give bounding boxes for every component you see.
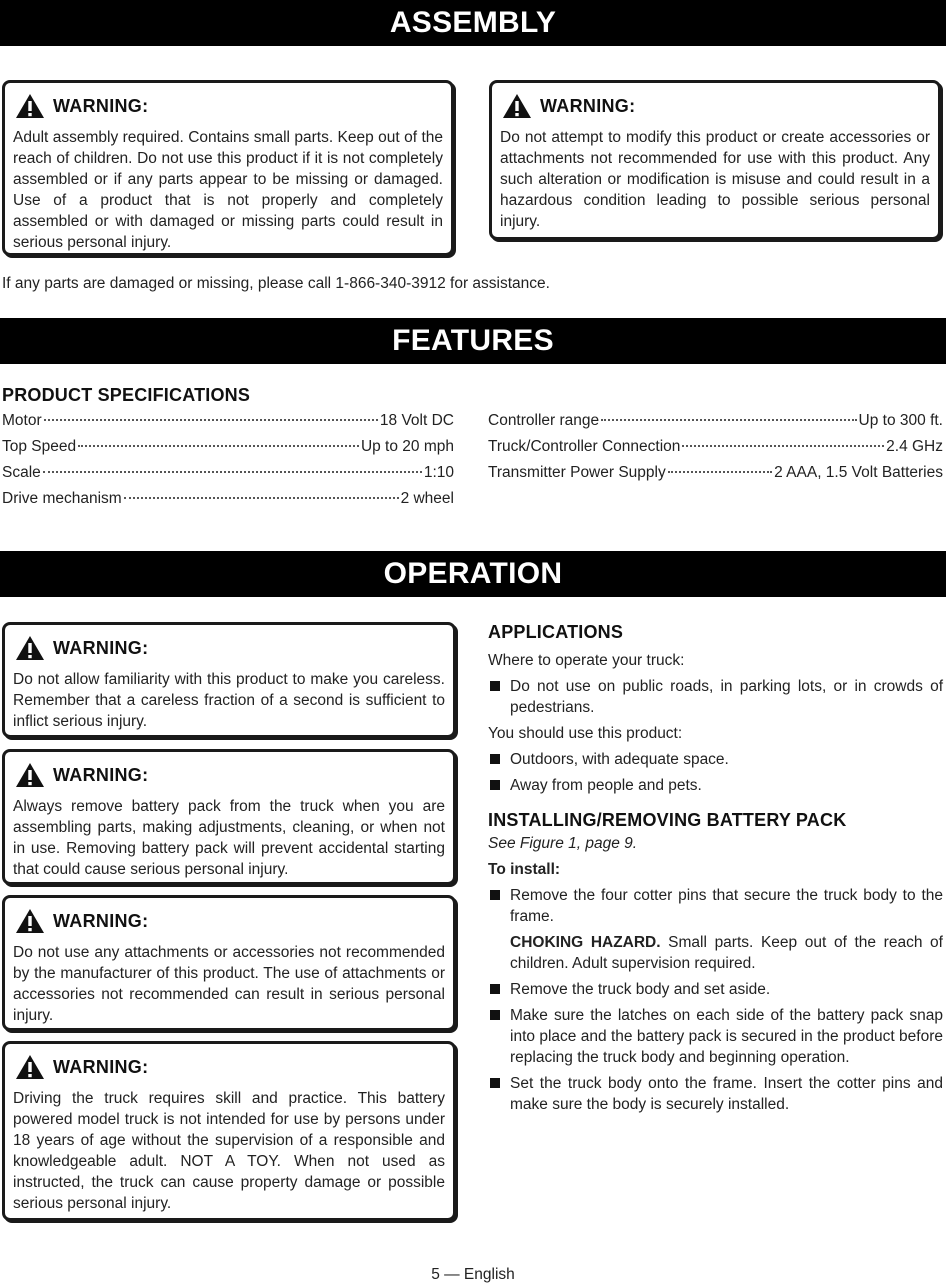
specs-right-list — [488, 412, 943, 490]
assistance-text: If any parts are damaged or missing, please call 1-866-340-3912 for assistance. — [2, 275, 550, 292]
spec-value: 2.4 GHz — [886, 438, 943, 455]
spec-label: Top Speed — [2, 438, 77, 455]
features-heading: FEATURES — [0, 318, 946, 364]
warning-text: Do not use any attachments or accessories not recommended by the manufacturer of this product. The use of attachments or accessories not recommended can result in serious personal injury. — [13, 944, 445, 1024]
warning-triangle-icon — [15, 93, 45, 119]
operation-warning-attachments — [2, 895, 456, 1031]
applications-title: APPLICATIONS — [488, 622, 624, 642]
assembly-warning-small-parts — [2, 80, 454, 256]
spec-label: Truck/Controller Connection — [488, 438, 681, 455]
assembly-warning-modify — [489, 80, 941, 240]
where-intro: Where to operate your truck: — [488, 652, 685, 669]
spec-row — [2, 412, 454, 438]
spec-row — [2, 438, 454, 464]
warning-text: Driving the truck requires skill and practice. This battery powered model truck is not intended for use by persons under 18 years of age without the supervision of a responsible and knowledgeable adult. NOT A TOY. When not used as instructed, the truck can cause property damage or possible serious personal injury. — [13, 1090, 445, 1212]
spec-label: Scale — [2, 464, 41, 481]
page-footer: 5 — English — [431, 1266, 515, 1283]
spec-label: Drive mechanism — [2, 490, 122, 507]
list-item: Do not use on public roads, in parking lots, or in crowds of pedestrians. — [488, 676, 943, 718]
spec-value: 1:10 — [423, 464, 454, 481]
warning-text: Always remove battery pack from the truck when you are assembling parts, making adjustments, cleaning, or when not in use. Removing battery pack will prevent accidental starting that could cause serious personal injury. — [13, 798, 445, 878]
warning-title: WARNING: — [53, 95, 149, 116]
operation-warning-familiarity — [2, 622, 456, 738]
warning-triangle-icon — [15, 762, 45, 788]
spec-label: Motor — [2, 412, 42, 429]
specs-title: PRODUCT SPECIFICATIONS — [2, 385, 251, 405]
warning-title: WARNING: — [53, 1056, 149, 1077]
operation-warning-battery — [2, 749, 456, 885]
should-list — [488, 749, 943, 796]
warning-triangle-icon — [15, 635, 45, 661]
spec-row — [2, 464, 454, 490]
list-item: Remove the truck body and set aside. — [488, 979, 943, 1000]
spec-value: 2 AAA, 1.5 Volt Batteries — [774, 464, 943, 481]
spec-value: 2 wheel — [400, 490, 454, 507]
choking-hazard-note — [488, 932, 943, 974]
list-item: Away from people and pets. — [488, 775, 943, 796]
operation-right-column — [488, 622, 943, 1115]
warning-triangle-icon — [15, 908, 45, 934]
choking-hazard-text: Small parts. Keep out of the reach of children. Adult supervision required. — [510, 934, 943, 972]
list-item: Remove the four cotter pins that secure the truck body to the frame. — [488, 885, 943, 927]
warning-text: Do not attempt to modify this product or create accessories or attachments not recommended for use with this product. Any such alteration or modification is misuse and could result in a hazardous condition leading to possible serious personal injury. — [500, 129, 930, 230]
list-item: Set the truck body onto the frame. Insert the cotter pins and make sure the body is securely installed. — [488, 1073, 943, 1115]
spec-row — [488, 438, 943, 464]
warning-title: WARNING: — [540, 95, 636, 116]
spec-label: Controller range — [488, 412, 600, 429]
install-steps-continued — [488, 979, 943, 1115]
spec-row — [488, 464, 943, 490]
warning-title: WARNING: — [53, 910, 149, 931]
spec-row — [488, 412, 943, 438]
operation-heading: OPERATION — [0, 551, 946, 597]
where-list — [488, 676, 943, 718]
assembly-heading: ASSEMBLY — [0, 0, 946, 46]
list-item: Outdoors, with adequate space. — [488, 749, 943, 770]
see-figure-text: See Figure 1, page 9. — [488, 835, 638, 852]
spec-value: 18 Volt DC — [379, 412, 454, 429]
warning-text: Do not allow familiarity with this product to make you careless. Remember that a careless fraction of a second is sufficient to inflict serious injury. — [13, 671, 445, 730]
choking-hazard-label: CHOKING HAZARD. — [510, 934, 661, 951]
warning-title: WARNING: — [53, 764, 149, 785]
install-steps — [488, 885, 943, 927]
spec-label: Transmitter Power Supply — [488, 464, 666, 481]
warning-title: WARNING: — [53, 637, 149, 658]
install-label: To install: — [488, 861, 561, 878]
warning-triangle-icon — [15, 1054, 45, 1080]
operation-warning-skill — [2, 1041, 456, 1221]
list-item: Make sure the latches on each side of the battery pack snap into place and the battery pack is secured in the product before replacing the truck body and beginning operation. — [488, 1005, 943, 1068]
battery-title: INSTALLING/REMOVING BATTERY PACK — [488, 810, 847, 830]
spec-value: Up to 20 mph — [360, 438, 454, 455]
warning-triangle-icon — [502, 93, 532, 119]
specs-left-list — [2, 412, 454, 516]
spec-row — [2, 490, 454, 516]
warning-text: Adult assembly required. Contains small parts. Keep out of the reach of children. Do not use this product if it is not completely assembled or if any parts appear to be missing or damaged. Use of a product that is not properly and completely assembled or with damaged or missing parts could result in serious personal injury. — [13, 129, 443, 251]
spec-value: Up to 300 ft. — [858, 412, 943, 429]
should-intro: You should use this product: — [488, 725, 683, 742]
